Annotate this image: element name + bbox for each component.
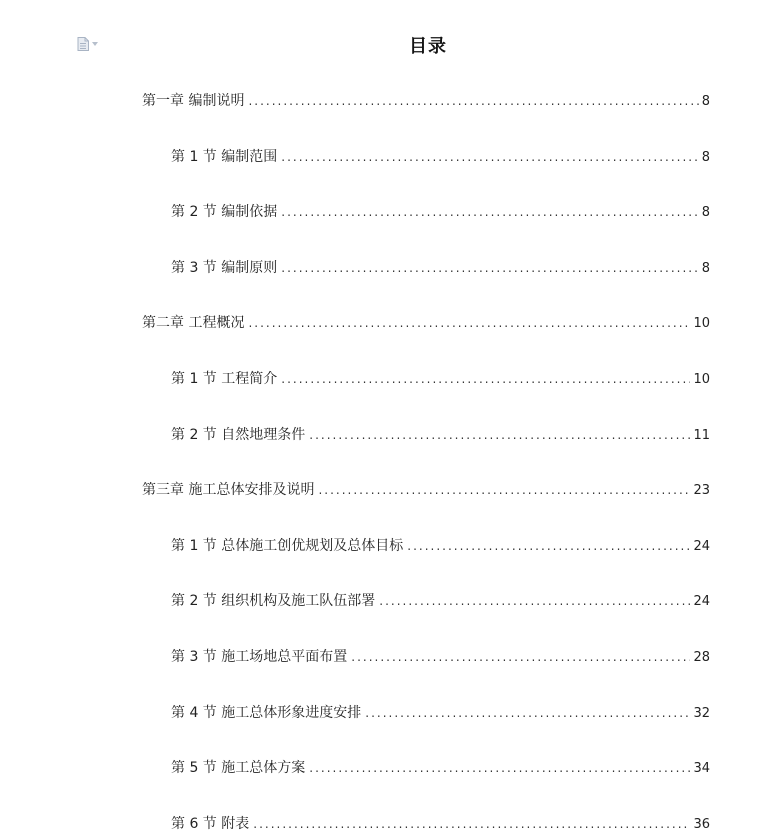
toc-page-number: 11	[693, 428, 710, 443]
toc-page-number: 32	[693, 706, 710, 721]
dot-leader	[309, 424, 690, 446]
dot-leader	[248, 90, 698, 112]
toc-page-number: 36	[693, 817, 710, 832]
page-title: 目录	[409, 36, 447, 57]
dot-leader	[379, 590, 690, 612]
toc-entry[interactable]	[171, 368, 710, 390]
toc-page-number: 8	[701, 205, 710, 220]
toc-entry-label: 第一章 编制说明	[142, 93, 245, 109]
toc-entry[interactable]	[142, 90, 710, 112]
toc-entry[interactable]	[171, 646, 710, 668]
toc-entry[interactable]	[171, 257, 710, 279]
toc-page-number: 10	[693, 372, 710, 387]
toc-entry[interactable]	[142, 312, 710, 334]
toc-entry[interactable]	[171, 424, 710, 446]
toc-entry[interactable]	[171, 813, 710, 835]
toc-entry[interactable]	[171, 702, 710, 724]
dot-leader	[407, 535, 690, 557]
dot-leader	[281, 201, 698, 223]
dot-leader	[281, 146, 698, 168]
dot-leader	[248, 312, 690, 334]
toc-page-number: 8	[701, 261, 710, 276]
dot-leader	[318, 479, 690, 501]
toc-entry[interactable]	[142, 479, 710, 501]
toc-entry-label: 第三章 施工总体安排及说明	[142, 482, 315, 498]
dot-leader	[309, 757, 690, 779]
toc-page-number: 34	[693, 761, 710, 776]
toc-entry-label: 第 2 节 自然地理条件	[171, 427, 306, 443]
toc-page-number: 24	[693, 539, 710, 554]
toc-entry[interactable]	[171, 535, 710, 557]
toc-entry-label: 第 1 节 总体施工创优规划及总体目标	[171, 538, 404, 554]
toc-entry[interactable]	[171, 201, 710, 223]
toc-entry-label: 第 2 节 编制依据	[171, 204, 278, 220]
dot-leader	[281, 368, 690, 390]
toc-entry[interactable]	[171, 757, 710, 779]
dot-leader	[351, 646, 690, 668]
toc-page-number: 23	[693, 483, 710, 498]
toc-page-number: 8	[701, 150, 710, 165]
toc-entry-label: 第 1 节 工程简介	[171, 371, 278, 387]
toc-entry-label: 第 6 节 附表	[171, 816, 250, 832]
toc-entry[interactable]	[171, 146, 710, 168]
dot-leader	[281, 257, 698, 279]
toc-entry-label: 第 2 节 组织机构及施工队伍部署	[171, 593, 376, 609]
toc-entry[interactable]	[171, 590, 710, 612]
toc-page-number: 10	[693, 316, 710, 331]
toc-entry-label: 第 1 节 编制范围	[171, 149, 278, 165]
dot-leader	[253, 813, 690, 835]
toc-entry-label: 第 4 节 施工总体形象进度安排	[171, 705, 362, 721]
toc-entry-label: 第 3 节 编制原则	[171, 260, 278, 276]
toc-page-number: 28	[693, 650, 710, 665]
dot-leader	[365, 702, 690, 724]
toc-entry-label: 第 5 节 施工总体方案	[171, 760, 306, 776]
toc-page-number: 8	[701, 94, 710, 109]
toc-entry-label: 第 3 节 施工场地总平面布置	[171, 649, 348, 665]
toc-page-number: 24	[693, 594, 710, 609]
toc-entry-label: 第二章 工程概况	[142, 315, 245, 331]
